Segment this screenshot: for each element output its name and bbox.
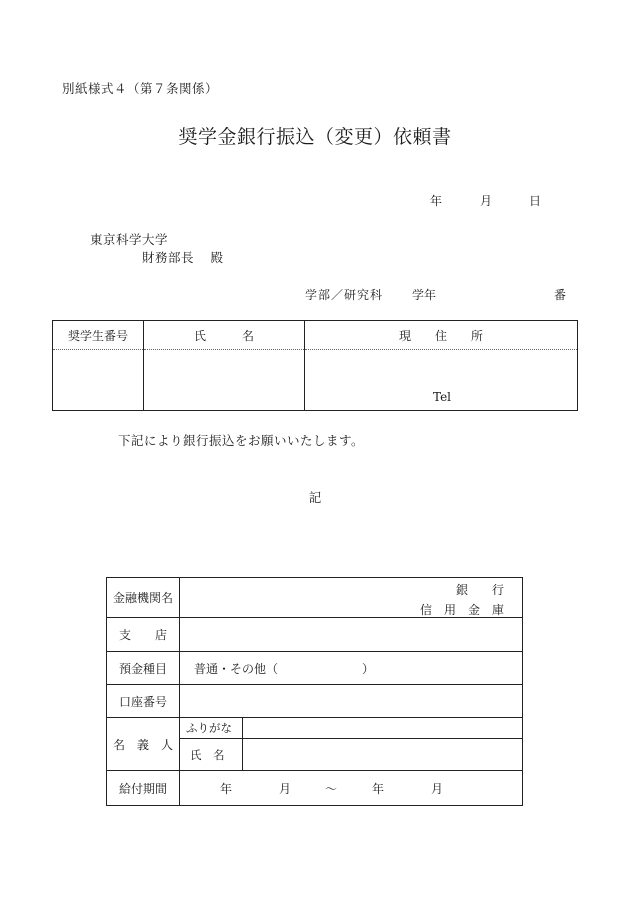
addressee-department (142, 248, 224, 266)
period-month-start: 月 (279, 782, 292, 796)
bank-type-options (420, 580, 504, 620)
header-name: 氏 名 (144, 321, 305, 350)
period-year-start: 年 (220, 782, 233, 796)
address-cell[interactable] (305, 350, 578, 411)
honorific: 殿 (210, 250, 224, 265)
date-month-label: 月 (480, 194, 493, 208)
branch-row (107, 618, 523, 652)
grade-label: 学年 (412, 288, 437, 302)
account-number-cell[interactable] (180, 685, 523, 718)
name-cell[interactable] (144, 350, 305, 411)
holder-label: 名 義 人 (107, 718, 180, 771)
account-number-row (107, 685, 523, 718)
furigana-row (107, 718, 523, 739)
header-scholar-number: 奨学生番号 (53, 321, 144, 350)
bank-option: 銀 行 (455, 583, 504, 597)
period-month-end: 月 (431, 782, 444, 796)
faculty-label: 学部／研究科 (305, 288, 384, 302)
header-address: 現 住 所 (305, 321, 578, 350)
institution-label: 金融機関名 (107, 578, 180, 618)
period-row (107, 771, 523, 806)
period-cell[interactable] (180, 771, 523, 806)
scholar-number-cell[interactable] (53, 350, 144, 411)
institution-row (107, 578, 523, 618)
period-tilde: 〜 (325, 782, 338, 796)
request-text: 下記により銀行振込をお願いいたします。 (118, 433, 365, 448)
date-year-label: 年 (430, 194, 443, 208)
deposit-type-label: 預金種目 (107, 652, 180, 685)
ki-heading: 記 (308, 490, 322, 505)
deposit-type-row (107, 652, 523, 685)
bank-account-table (106, 577, 523, 806)
addressee-university: 東京科学大学 (90, 232, 169, 247)
student-table-body-row (53, 350, 578, 411)
furigana-label: ふりがな (180, 718, 243, 739)
tel-label: Tel (433, 390, 452, 404)
credit-union-option: 信 用 金 庫 (419, 603, 504, 617)
form-number-label: 別紙様式４（第７条関係） (62, 81, 219, 96)
furigana-cell[interactable] (243, 718, 523, 739)
deposit-type-value[interactable]: 普通・その他（ ） (180, 652, 523, 685)
branch-cell[interactable] (180, 618, 523, 652)
period-year-end: 年 (372, 782, 385, 796)
holder-name-cell[interactable] (243, 739, 523, 771)
document-title: 奨学金銀行振込（変更）依頼書 (178, 126, 452, 148)
account-number-label: 口座番号 (107, 685, 180, 718)
student-table-header-row (53, 321, 578, 350)
student-info-table (52, 320, 578, 411)
date-day-label: 日 (529, 194, 542, 208)
number-label: 番 (554, 288, 567, 302)
institution-cell[interactable] (180, 578, 523, 618)
period-label: 給付期間 (107, 771, 180, 806)
holder-name-label: 氏 名 (180, 739, 243, 771)
branch-label: 支 店 (107, 618, 180, 652)
department-name: 財務部長 (142, 250, 195, 265)
